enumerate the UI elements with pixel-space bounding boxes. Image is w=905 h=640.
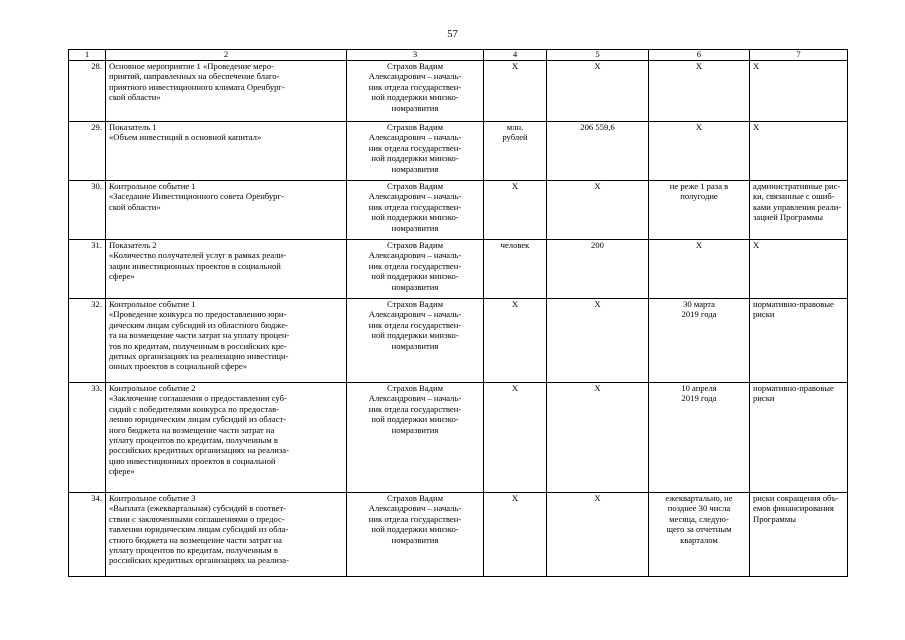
deadline-cell: [649, 61, 750, 122]
row-number-cell: 29.: [69, 122, 106, 181]
table-row: [69, 299, 848, 383]
text-line: ной поддержки минэко-: [371, 92, 459, 103]
description-cell: [106, 61, 347, 122]
table-row: [69, 181, 848, 240]
deadline-cell: [649, 240, 750, 299]
text-line: ной поддержки минэко-: [371, 414, 459, 425]
risk-cell: [750, 122, 848, 181]
responsible-cell: [347, 240, 484, 299]
description-cell: [106, 122, 347, 181]
description-cell: [106, 240, 347, 299]
unit-cell: X: [484, 383, 547, 493]
unit-cell: человек: [484, 240, 547, 299]
text-line: месяца, следую-: [669, 513, 729, 524]
text-line: ской области»: [109, 92, 161, 103]
text-line: Страхов Вадим: [386, 61, 444, 71]
unit-cell: X: [484, 181, 547, 240]
text-line: ками управления реали-: [753, 201, 842, 212]
text-line: номразвития: [391, 222, 439, 233]
text-line: ской области»: [109, 201, 161, 212]
text-line: «Выплата (ежеквартальная) субсидий в соответ-: [109, 503, 286, 514]
text-line: ник отдела государствен-: [368, 260, 462, 271]
text-line: риски: [753, 309, 775, 320]
text-line: Показатель 1: [109, 122, 157, 132]
row-number-cell: 34.: [69, 493, 106, 577]
text-line: Программы: [753, 513, 797, 524]
value-cell: X: [547, 181, 649, 240]
table-row: [69, 493, 848, 577]
text-line: «Проведение конкурса по предоставлению юри-: [109, 309, 287, 320]
text-line: сфере»: [109, 271, 135, 282]
description-cell: [106, 181, 347, 240]
responsible-cell: [347, 383, 484, 493]
text-line: «Заключение соглашения о предоставлении суб-: [109, 393, 287, 404]
value-cell: X: [547, 299, 649, 383]
text-line: Страхов Вадим: [386, 383, 444, 393]
text-line: ствии с заключенными соглашениями о предос-: [109, 513, 285, 524]
text-line: ной поддержки минэко-: [371, 153, 459, 164]
unit-cell: X: [484, 61, 547, 122]
text-line: ник отдела государствен-: [368, 513, 462, 524]
text-line: уплату процентов по кредитам, полученным в: [109, 435, 278, 446]
text-line: тов по кредитам, полученным в российских кре-: [109, 340, 287, 351]
text-line: зации инвестиционных проектов в социальной: [109, 260, 281, 271]
responsible-cell: [347, 299, 484, 383]
text-line: Страхов Вадим: [386, 299, 444, 309]
text-line: ной поддержки минэко-: [371, 524, 459, 535]
risk-cell: [750, 493, 848, 577]
text-line: Александрович – началь-: [368, 71, 462, 82]
text-line: Страхов Вадим: [386, 181, 444, 191]
text-line: Страхов Вадим: [386, 493, 444, 503]
text-line: Контрольное событие 1: [109, 181, 196, 191]
text-line: X: [695, 61, 703, 71]
text-line: «Объем инвестиций в основной капитал»: [109, 132, 262, 143]
text-line: стного бюджета на возмещение части затрат на: [109, 534, 282, 545]
text-line: Страхов Вадим: [386, 122, 444, 132]
text-line: приятного инвестиционного климата Оренбург-: [109, 81, 285, 92]
program-table: [68, 49, 848, 577]
text-line: X: [753, 122, 760, 132]
text-line: рублей: [502, 132, 528, 143]
text-line: ник отдела государствен-: [368, 142, 462, 153]
text-line: X: [753, 240, 760, 250]
text-line: нормативно-правовые: [753, 383, 834, 393]
value-cell: 200: [547, 240, 649, 299]
text-line: российских кредитных организациях на реализа-: [109, 445, 289, 456]
text-line: Александрович – началь-: [368, 132, 462, 143]
text-line: лению юридическим лицам субсидий из област-: [109, 414, 287, 425]
table-row: [69, 122, 848, 181]
text-line: 30 марта: [683, 299, 715, 309]
table-row: [69, 61, 848, 122]
text-line: тавлении юридическим лицам субсидий из обла-: [109, 524, 289, 535]
text-line: номразвития: [391, 102, 439, 113]
responsible-cell: [347, 61, 484, 122]
text-line: ник отдела государствен-: [368, 81, 462, 92]
column-number: 1: [69, 50, 106, 61]
text-line: емов финансирования: [753, 503, 834, 514]
responsible-cell: [347, 493, 484, 577]
column-number: 4: [484, 50, 547, 61]
text-line: сфере»: [109, 466, 135, 477]
risk-cell: [750, 181, 848, 240]
text-line: полугодие: [680, 191, 718, 202]
text-line: Показатель 2: [109, 240, 157, 250]
description-cell: [106, 493, 347, 577]
text-line: нормативно-правовые: [753, 299, 834, 309]
text-line: Александрович – началь-: [368, 250, 462, 261]
unit-cell: [484, 122, 547, 181]
text-line: Контрольное событие 1: [109, 299, 196, 309]
text-line: Основное мероприятие 1 «Проведение меро-: [109, 61, 274, 71]
text-line: ник отдела государствен-: [368, 201, 462, 212]
value-cell: X: [547, 61, 649, 122]
text-line: 2019 года: [681, 393, 717, 404]
text-line: Александрович – началь-: [368, 393, 462, 404]
text-line: позднее 30 числа: [667, 503, 731, 514]
text-line: приятий, направленных на обеспечение благо-: [109, 71, 280, 82]
risk-cell: [750, 240, 848, 299]
text-line: номразвития: [391, 163, 439, 174]
value-cell: X: [547, 383, 649, 493]
column-number: 3: [347, 50, 484, 61]
deadline-cell: [649, 299, 750, 383]
text-line: X: [753, 61, 760, 71]
table-row: [69, 383, 848, 493]
text-line: российских кредитных организациях на реализа-: [109, 555, 289, 566]
text-line: дитных организациях на реализацию инвестици-: [109, 351, 289, 362]
risk-cell: [750, 299, 848, 383]
text-line: риски сокращения объ-: [753, 493, 839, 503]
text-line: не реже 1 раза в: [669, 181, 729, 191]
page-number: 57: [447, 29, 458, 40]
text-line: «Заседание Инвестиционного совета Оренбург-: [109, 191, 284, 202]
text-line: млн.: [506, 122, 524, 132]
text-line: Александрович – началь-: [368, 191, 462, 202]
risk-cell: [750, 383, 848, 493]
column-number: 7: [750, 50, 848, 61]
text-line: 2019 года: [681, 309, 717, 320]
text-line: та на возмещение части затрат на уплату процен-: [109, 330, 290, 341]
responsible-cell: [347, 181, 484, 240]
text-line: риски: [753, 393, 775, 404]
text-line: номразвития: [391, 424, 439, 435]
text-line: зацией Программы: [753, 212, 824, 223]
row-number-cell: 28.: [69, 61, 106, 122]
value-cell: X: [547, 493, 649, 577]
column-number-row: [69, 50, 848, 61]
text-line: ной поддержки минэко-: [371, 271, 459, 282]
text-line: номразвития: [391, 340, 439, 351]
text-line: щего за отчетным: [666, 524, 732, 535]
deadline-cell: [649, 493, 750, 577]
text-line: X: [695, 122, 703, 132]
text-line: сидий с победителями конкурса по предостав-: [109, 403, 280, 414]
text-line: ного бюджета на возмещение части затрат на: [109, 424, 275, 435]
column-number: 2: [106, 50, 347, 61]
text-line: Страхов Вадим: [386, 240, 444, 250]
row-number-cell: 30.: [69, 181, 106, 240]
text-line: ки, связанные с ошиб-: [753, 191, 835, 202]
unit-cell: X: [484, 493, 547, 577]
text-line: номразвития: [391, 534, 439, 545]
text-line: Контрольное событие 3: [109, 493, 196, 503]
description-cell: [106, 299, 347, 383]
description-cell: [106, 383, 347, 493]
text-line: X: [695, 240, 703, 250]
text-line: ежеквартально, не: [665, 493, 733, 503]
text-line: Александрович – началь-: [368, 503, 462, 514]
table-row: [69, 240, 848, 299]
text-line: Контрольное событие 2: [109, 383, 196, 393]
deadline-cell: [649, 181, 750, 240]
responsible-cell: [347, 122, 484, 181]
row-number-cell: 31.: [69, 240, 106, 299]
text-line: ной поддержки минэко-: [371, 212, 459, 223]
deadline-cell: [649, 122, 750, 181]
text-line: онных проектов в социальной сфере»: [109, 361, 247, 372]
text-line: Александрович – началь-: [368, 309, 462, 320]
risk-cell: [750, 61, 848, 122]
text-line: цию инвестиционных проектов в социальной: [109, 455, 276, 466]
text-line: номразвития: [391, 281, 439, 292]
text-line: 10 апреля: [681, 383, 717, 393]
text-line: «Количество получателей услуг в рамках реали-: [109, 250, 287, 261]
text-line: кварталом: [680, 534, 718, 545]
deadline-cell: [649, 383, 750, 493]
column-number: 5: [547, 50, 649, 61]
text-line: ной поддержки минэко-: [371, 330, 459, 341]
text-line: ник отдела государствен-: [368, 403, 462, 414]
text-line: административные рис-: [753, 181, 841, 191]
text-line: дическим лицам субсидий из областного бюдже-: [109, 319, 288, 330]
unit-cell: X: [484, 299, 547, 383]
text-line: уплату процентов по кредитам, полученным в: [109, 545, 278, 556]
row-number-cell: 32.: [69, 299, 106, 383]
column-number: 6: [649, 50, 750, 61]
value-cell: 206 559,6: [547, 122, 649, 181]
row-number-cell: 33.: [69, 383, 106, 493]
text-line: ник отдела государствен-: [368, 319, 462, 330]
